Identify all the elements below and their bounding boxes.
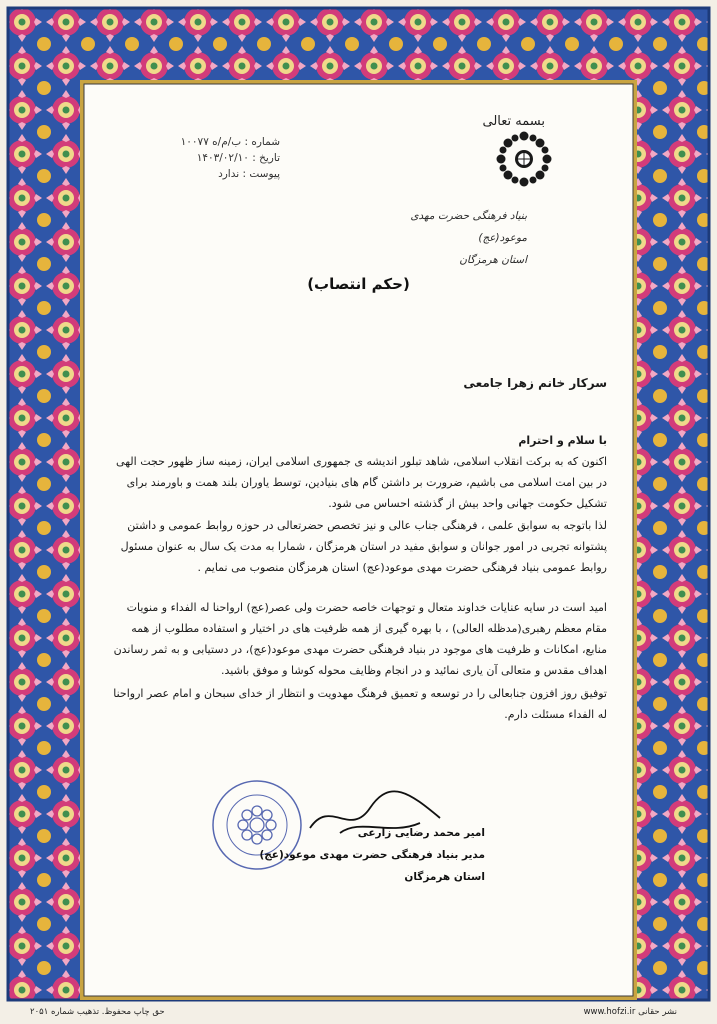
org-name-line: بنیاد فرهنگی حضرت مهدی موعود(عج) xyxy=(410,210,527,244)
recipient: سرکار خانم زهرا جامعی xyxy=(463,376,607,390)
greeting: با سلام و احترام xyxy=(518,434,607,447)
org-branch-line: استان هرمزگان xyxy=(459,254,527,266)
paragraph-4: توفیق روز افزون جنابعالی را در توسعه و تعمیق فرهنگ مهدویت و انتظار از خدای سبحان و امام عصر ارواحنا له الفداء مسئلت دارم. xyxy=(113,687,607,721)
letter-date: تاریخ : ۱۴۰۳/۰۲/۱۰ xyxy=(196,152,280,164)
signature-block xyxy=(259,822,485,888)
letter-meta xyxy=(130,134,280,182)
footer-publisher: www.hofzi.ir نشر حقانی xyxy=(583,1007,677,1017)
signer-province: استان هرمزگان xyxy=(404,871,485,883)
document-title: (حکم انتصاب) xyxy=(307,275,410,293)
signer-position: مدیر بنیاد فرهنگی حضرت مهدی موعود(عج) xyxy=(259,849,485,861)
paragraph-1: اکنون که به برکت انقلاب اسلامی، شاهد تبلور اندیشه ی جمهوری اسلامی ایران، زمینه ساز ظهور حجت الهی در بین امت اسلامی می باشیم، ضرورت بر داشتن گام های بنیادین، توسط یاوران بلند همت و باورمند برای تشکیل حکومت جهانی واحد بیش از گذشته احساس می شود. xyxy=(116,455,607,510)
signer-name: امیر محمد رضایی زارعی xyxy=(357,827,485,839)
basmala: بسمه تعالی xyxy=(482,114,545,129)
footer-copyright: حق چاپ محفوظ. تذهیب شماره ۲۰۵۱ xyxy=(30,1007,165,1017)
letter-attachment: پیوست : ندارد xyxy=(218,168,280,180)
letter-number: شماره : ب/م/ه ۱۰۰۷۷ xyxy=(180,136,280,148)
organization-name xyxy=(367,205,527,271)
organization-emblem-icon xyxy=(493,128,555,190)
paragraph-2: لذا باتوجه به سوابق علمی ، فرهنگی جناب عالی و نیز تخصص حضرتعالی در حوزه روابط عمومی و داشتن پشتوانه تجربی در امور جوانان و سوابق مفید در استان هرمزگان ، شمارا به مدت یک سال به عنوان مسئول روابط عمومی بنیاد فرهنگی حضرت مهدی موعود(عج) استان هرمزگان منصوب می نمایم . xyxy=(120,519,607,574)
paragraph-3: امید است در سایه عنایات خداوند متعال و توجهات خاصه حضرت ولی عصر(عج) ارواحنا له الفداء و منویات مقام معظم رهبری(مدظله العالی) ، با بهره گیری از همه ظرفیت های در اختیار و استفاده مطلوب از همه منابع، امکانات و ظرفیت های موجود در بنیاد فرهنگی حضرت مهدی موعود(عج)، در دستیابی و به ثمر رساندن اهداف مقدس و متعالی آن یاری نمائید و در انجام وظایف محوله کوشا و موفق باشید. xyxy=(113,601,607,677)
